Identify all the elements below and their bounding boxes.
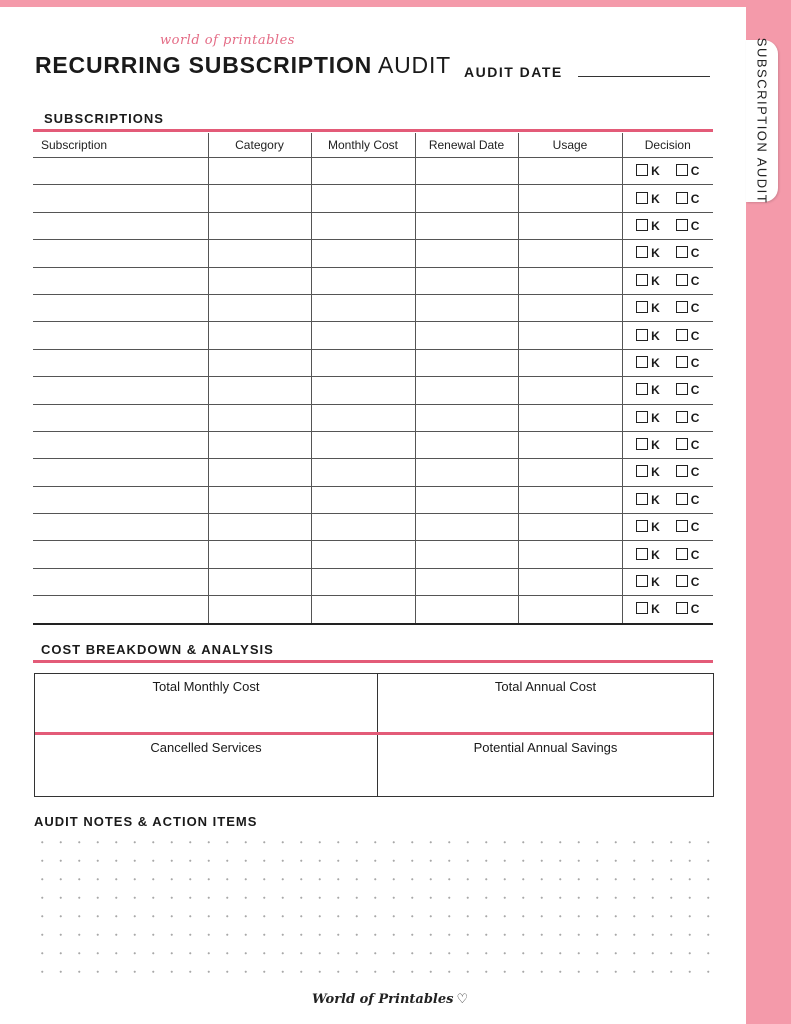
table-row [33, 404, 713, 431]
decision-option-label: K [651, 301, 660, 316]
table-cell[interactable] [415, 212, 518, 239]
decision-cell [622, 377, 713, 404]
subscriptions-table [33, 133, 713, 625]
table-cell[interactable] [311, 185, 415, 212]
decision-checkbox[interactable] [676, 274, 688, 286]
audit-date-label: AUDIT DATE [464, 64, 563, 80]
table-cell[interactable] [415, 240, 518, 267]
table-row [33, 541, 713, 568]
table-cell[interactable] [311, 267, 415, 294]
decision-checkbox[interactable] [636, 493, 648, 505]
decision-option-label: C [690, 328, 700, 343]
table-cell[interactable] [208, 404, 311, 431]
table-cell[interactable] [208, 349, 311, 376]
decision-option-label: C [690, 164, 700, 179]
decision-checkbox[interactable] [676, 411, 688, 423]
table-cell[interactable] [33, 596, 208, 624]
table-cell[interactable] [311, 541, 415, 568]
table-header-row [33, 133, 713, 158]
decision-cell [622, 404, 713, 431]
table-row [33, 377, 713, 404]
cost-label: Cancelled Services [150, 740, 262, 755]
title-bold: RECURRING SUBSCRIPTION [35, 52, 373, 78]
table-cell[interactable] [518, 240, 622, 267]
decision-option-label: C [690, 218, 700, 233]
table-cell[interactable] [311, 486, 415, 513]
decision-cell [622, 185, 713, 212]
table-cell[interactable] [518, 514, 622, 541]
footer-brand-text: World of Printables [312, 992, 454, 1007]
table-cell[interactable] [415, 514, 518, 541]
table-cell[interactable] [311, 349, 415, 376]
cost-label: Total Annual Cost [494, 679, 597, 694]
decision-checkbox[interactable] [636, 246, 648, 258]
table-cell[interactable] [415, 158, 518, 185]
heart-outline-icon: ♡ [456, 992, 469, 1007]
table-cell[interactable] [415, 185, 518, 212]
decision-cell [622, 596, 713, 624]
table-cell[interactable] [208, 541, 311, 568]
table-cell[interactable] [415, 486, 518, 513]
column-header: Subscription [33, 133, 208, 158]
decision-cell [622, 486, 713, 513]
decision-option-label: K [651, 218, 660, 233]
table-cell[interactable] [33, 294, 208, 321]
cost-section-title: COST BREAKDOWN & ANALYSIS [41, 642, 274, 657]
table-cell[interactable] [518, 568, 622, 595]
table-cell[interactable] [415, 431, 518, 458]
table-cell[interactable] [33, 431, 208, 458]
table-cell[interactable] [311, 404, 415, 431]
table-row [33, 596, 713, 624]
decision-checkbox[interactable] [676, 520, 688, 532]
column-header: Monthly Cost [311, 133, 415, 158]
table-cell[interactable] [208, 596, 311, 624]
decision-cell [622, 541, 713, 568]
decision-option-label: C [690, 273, 700, 288]
decision-option-label: K [651, 164, 660, 179]
table-cell[interactable] [208, 322, 311, 349]
side-tab-subscription-audit[interactable] [746, 37, 778, 205]
decision-checkbox[interactable] [676, 301, 688, 313]
decision-checkbox[interactable] [636, 274, 648, 286]
title-light: AUDIT [377, 52, 451, 78]
table-cell[interactable] [33, 404, 208, 431]
table-row [33, 514, 713, 541]
decision-option-label: C [690, 520, 700, 535]
decision-option-label: C [690, 410, 700, 425]
decision-checkbox[interactable] [676, 192, 688, 204]
table-cell[interactable] [33, 377, 208, 404]
column-header: Renewal Date [415, 133, 518, 158]
table-cell[interactable] [33, 486, 208, 513]
table-cell[interactable] [208, 212, 311, 239]
decision-option-label: K [651, 328, 660, 343]
table-cell[interactable] [518, 158, 622, 185]
footer-brand-logo [312, 992, 468, 1007]
decision-option-label: K [651, 547, 660, 562]
decision-checkbox[interactable] [676, 465, 688, 477]
table-row [33, 431, 713, 458]
table-cell[interactable] [311, 377, 415, 404]
decision-option-label: C [690, 191, 700, 206]
table-cell[interactable] [311, 322, 415, 349]
decision-checkbox[interactable] [676, 329, 688, 341]
table-cell[interactable] [33, 158, 208, 185]
table-row [33, 158, 713, 185]
decision-option-label: K [651, 520, 660, 535]
cost-rule [33, 660, 713, 663]
table-cell[interactable] [33, 514, 208, 541]
table-row [33, 568, 713, 595]
subscriptions-section-title: SUBSCRIPTIONS [44, 111, 164, 126]
decision-option-label: K [651, 410, 660, 425]
decision-cell [622, 514, 713, 541]
decision-cell [622, 322, 713, 349]
decision-checkbox[interactable] [676, 383, 688, 395]
decision-checkbox[interactable] [636, 411, 648, 423]
table-cell[interactable] [311, 596, 415, 624]
table-cell[interactable] [518, 212, 622, 239]
decision-checkbox[interactable] [676, 575, 688, 587]
decision-checkbox[interactable] [676, 164, 688, 176]
table-cell[interactable] [415, 541, 518, 568]
decision-checkbox[interactable] [676, 602, 688, 614]
decision-option-label: C [690, 547, 700, 562]
column-header: Category [208, 133, 311, 158]
column-header: Usage [518, 133, 622, 158]
cost-breakdown-box [34, 673, 714, 797]
table-cell[interactable] [33, 541, 208, 568]
table-cell[interactable] [208, 377, 311, 404]
audit-date-line[interactable] [578, 76, 710, 77]
table-cell[interactable] [518, 349, 622, 376]
decision-checkbox[interactable] [636, 548, 648, 560]
table-cell[interactable] [518, 185, 622, 212]
cost-label: Total Monthly Cost [152, 679, 260, 694]
decision-option-label: K [651, 383, 660, 398]
decision-option-label: C [690, 301, 700, 316]
table-cell[interactable] [208, 240, 311, 267]
decision-cell [622, 431, 713, 458]
decision-option-label: K [651, 465, 660, 480]
decision-cell [622, 267, 713, 294]
page-title [35, 52, 451, 79]
decision-option-label: C [690, 602, 700, 617]
table-cell[interactable] [33, 212, 208, 239]
table-row [33, 240, 713, 267]
decision-option-label: K [651, 492, 660, 507]
table-cell[interactable] [311, 158, 415, 185]
table-cell[interactable] [208, 486, 311, 513]
table-cell[interactable] [518, 459, 622, 486]
table-row [33, 459, 713, 486]
cancelled-services-cell[interactable] [35, 735, 377, 796]
decision-checkbox[interactable] [676, 493, 688, 505]
decision-checkbox[interactable] [636, 329, 648, 341]
table-row [33, 185, 713, 212]
decision-option-label: K [651, 438, 660, 453]
notes-section-title: AUDIT NOTES & ACTION ITEMS [34, 814, 258, 829]
decision-checkbox[interactable] [636, 219, 648, 231]
table-cell[interactable] [311, 294, 415, 321]
decision-checkbox[interactable] [636, 164, 648, 176]
table-cell[interactable] [415, 459, 518, 486]
decision-checkbox[interactable] [636, 192, 648, 204]
table-row [33, 294, 713, 321]
decision-checkbox[interactable] [676, 246, 688, 258]
printable-page [0, 7, 746, 1024]
table-cell[interactable] [518, 541, 622, 568]
table-cell[interactable] [415, 322, 518, 349]
table-cell[interactable] [208, 459, 311, 486]
table-cell[interactable] [415, 349, 518, 376]
decision-checkbox[interactable] [636, 465, 648, 477]
decision-checkbox[interactable] [676, 356, 688, 368]
decision-cell [622, 158, 713, 185]
table-cell[interactable] [518, 294, 622, 321]
table-cell[interactable] [311, 431, 415, 458]
table-cell[interactable] [33, 185, 208, 212]
table-cell[interactable] [415, 404, 518, 431]
table-row [33, 212, 713, 239]
table-cell[interactable] [518, 431, 622, 458]
decision-option-label: C [690, 465, 700, 480]
dot-grid-notes-area[interactable] [33, 833, 715, 975]
table-cell[interactable] [311, 459, 415, 486]
table-cell[interactable] [208, 514, 311, 541]
total-monthly-cost-cell[interactable] [35, 674, 377, 732]
decision-option-label: K [651, 191, 660, 206]
decision-option-label: C [690, 438, 700, 453]
table-row [33, 486, 713, 513]
table-cell[interactable] [33, 322, 208, 349]
table-cell[interactable] [518, 596, 622, 624]
potential-annual-savings-cell[interactable] [378, 735, 713, 796]
table-cell[interactable] [311, 212, 415, 239]
decision-option-label: C [690, 492, 700, 507]
table-cell[interactable] [33, 568, 208, 595]
decision-cell [622, 212, 713, 239]
decision-cell [622, 568, 713, 595]
decision-checkbox[interactable] [636, 602, 648, 614]
decision-cell [622, 459, 713, 486]
table-cell[interactable] [415, 294, 518, 321]
decision-option-label: K [651, 602, 660, 617]
table-cell[interactable] [33, 349, 208, 376]
column-header: Decision [622, 133, 713, 158]
table-cell[interactable] [208, 431, 311, 458]
decision-option-label: K [651, 246, 660, 261]
decision-option-label: K [651, 273, 660, 288]
table-cell[interactable] [208, 185, 311, 212]
table-cell[interactable] [518, 267, 622, 294]
brand-script-logo: world of printables [160, 33, 295, 48]
decision-option-label: C [690, 383, 700, 398]
decision-checkbox[interactable] [676, 219, 688, 231]
table-row [33, 349, 713, 376]
decision-checkbox[interactable] [676, 438, 688, 450]
table-cell[interactable] [208, 294, 311, 321]
table-cell[interactable] [311, 240, 415, 267]
decision-checkbox[interactable] [636, 356, 648, 368]
table-row [33, 322, 713, 349]
table-cell[interactable] [415, 596, 518, 624]
table-cell[interactable] [311, 514, 415, 541]
table-cell[interactable] [415, 267, 518, 294]
table-cell[interactable] [415, 377, 518, 404]
decision-option-label: C [690, 246, 700, 261]
decision-checkbox[interactable] [636, 575, 648, 587]
cost-label: Potential Annual Savings [473, 740, 618, 755]
table-cell[interactable] [208, 158, 311, 185]
table-cell[interactable] [415, 568, 518, 595]
decision-checkbox[interactable] [636, 383, 648, 395]
table-cell[interactable] [33, 267, 208, 294]
decision-option-label: K [651, 575, 660, 590]
decision-option-label: C [690, 575, 700, 590]
decision-option-label: C [690, 355, 700, 370]
table-cell[interactable] [518, 322, 622, 349]
decision-checkbox[interactable] [636, 301, 648, 313]
table-cell[interactable] [33, 240, 208, 267]
decision-cell [622, 294, 713, 321]
table-cell[interactable] [208, 568, 311, 595]
table-cell[interactable] [208, 267, 311, 294]
table-cell[interactable] [33, 459, 208, 486]
decision-cell [622, 349, 713, 376]
table-cell[interactable] [518, 404, 622, 431]
decision-checkbox[interactable] [636, 438, 648, 450]
side-tab-label: SUBSCRIPTION AUDIT [754, 37, 770, 205]
decision-checkbox[interactable] [676, 548, 688, 560]
decision-checkbox[interactable] [636, 520, 648, 532]
table-cell[interactable] [518, 486, 622, 513]
decision-cell [622, 240, 713, 267]
total-annual-cost-cell[interactable] [378, 674, 713, 732]
table-cell[interactable] [311, 568, 415, 595]
table-cell[interactable] [518, 377, 622, 404]
subscriptions-rule [33, 129, 713, 132]
decision-option-label: K [651, 355, 660, 370]
table-row [33, 267, 713, 294]
